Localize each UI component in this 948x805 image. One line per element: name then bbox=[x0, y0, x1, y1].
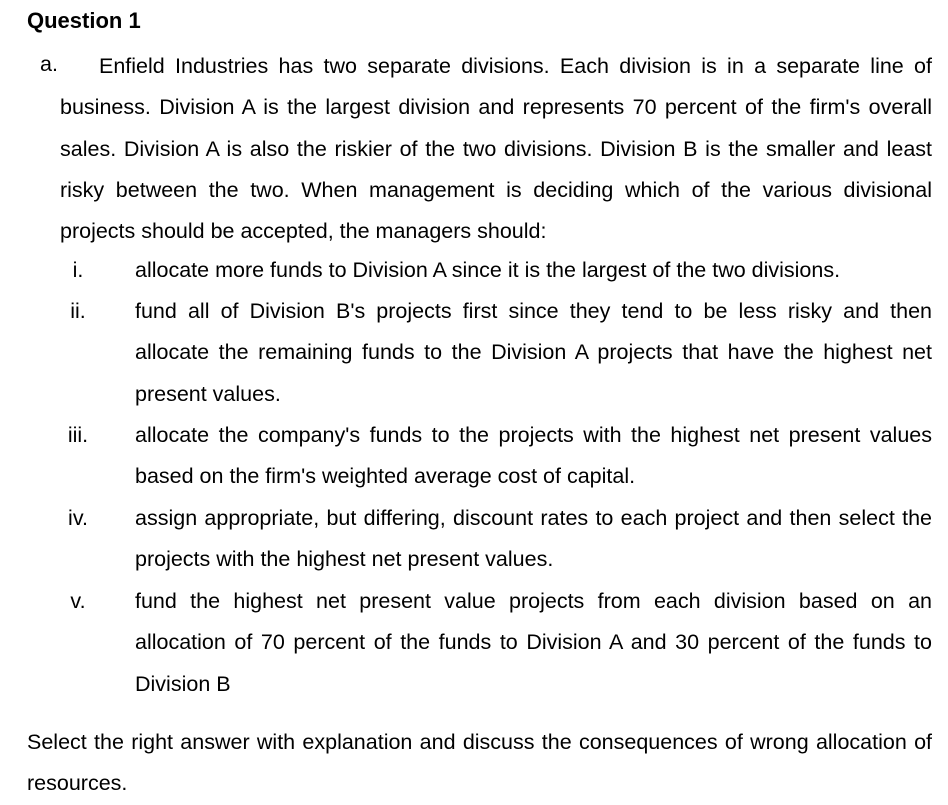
part-label: a. bbox=[40, 52, 58, 76]
option-text: allocate more funds to Division A since it is the largest of the two divisions. bbox=[135, 258, 841, 282]
option-text: allocate the company's funds to the projects with the highest net present values based on the firm's weighted average cost of capital. bbox=[135, 423, 932, 489]
option-text: fund all of Division B's projects first since they tend to be less risky and then allocate the remaining funds to the Division A projects that have the highest net present values. bbox=[135, 299, 932, 406]
option-text: assign appropriate, but differing, discount rates to each project and then select the projects with the highest net present values. bbox=[135, 506, 932, 572]
option-numeral: i. bbox=[72, 258, 84, 282]
option-numeral: iii. bbox=[67, 423, 89, 447]
question-heading: Question 1 bbox=[27, 8, 141, 33]
option-text: fund the highest net present value projects from each division based on an allocation of 70 percent of the funds to Division A and 30 percent of the funds to Division B bbox=[135, 589, 932, 696]
option-numeral: iv. bbox=[68, 506, 88, 530]
question-stem: Enfield Industries has two separate divisions. Each division is in a separate line of business. Division A is the largest division and represents 70 percent of the firm's overall sales. Division A is also the riskier of the two divisions. Division B is the smaller and least risky between the two. When management is deciding which of the various divisional projects should be accepted, the managers should: bbox=[60, 54, 932, 244]
option-numeral: ii. bbox=[70, 299, 86, 323]
question-instruction: Select the right answer with explanation and discuss the consequences of wrong allocation of resources. bbox=[27, 730, 932, 796]
option-numeral: v. bbox=[70, 589, 86, 613]
